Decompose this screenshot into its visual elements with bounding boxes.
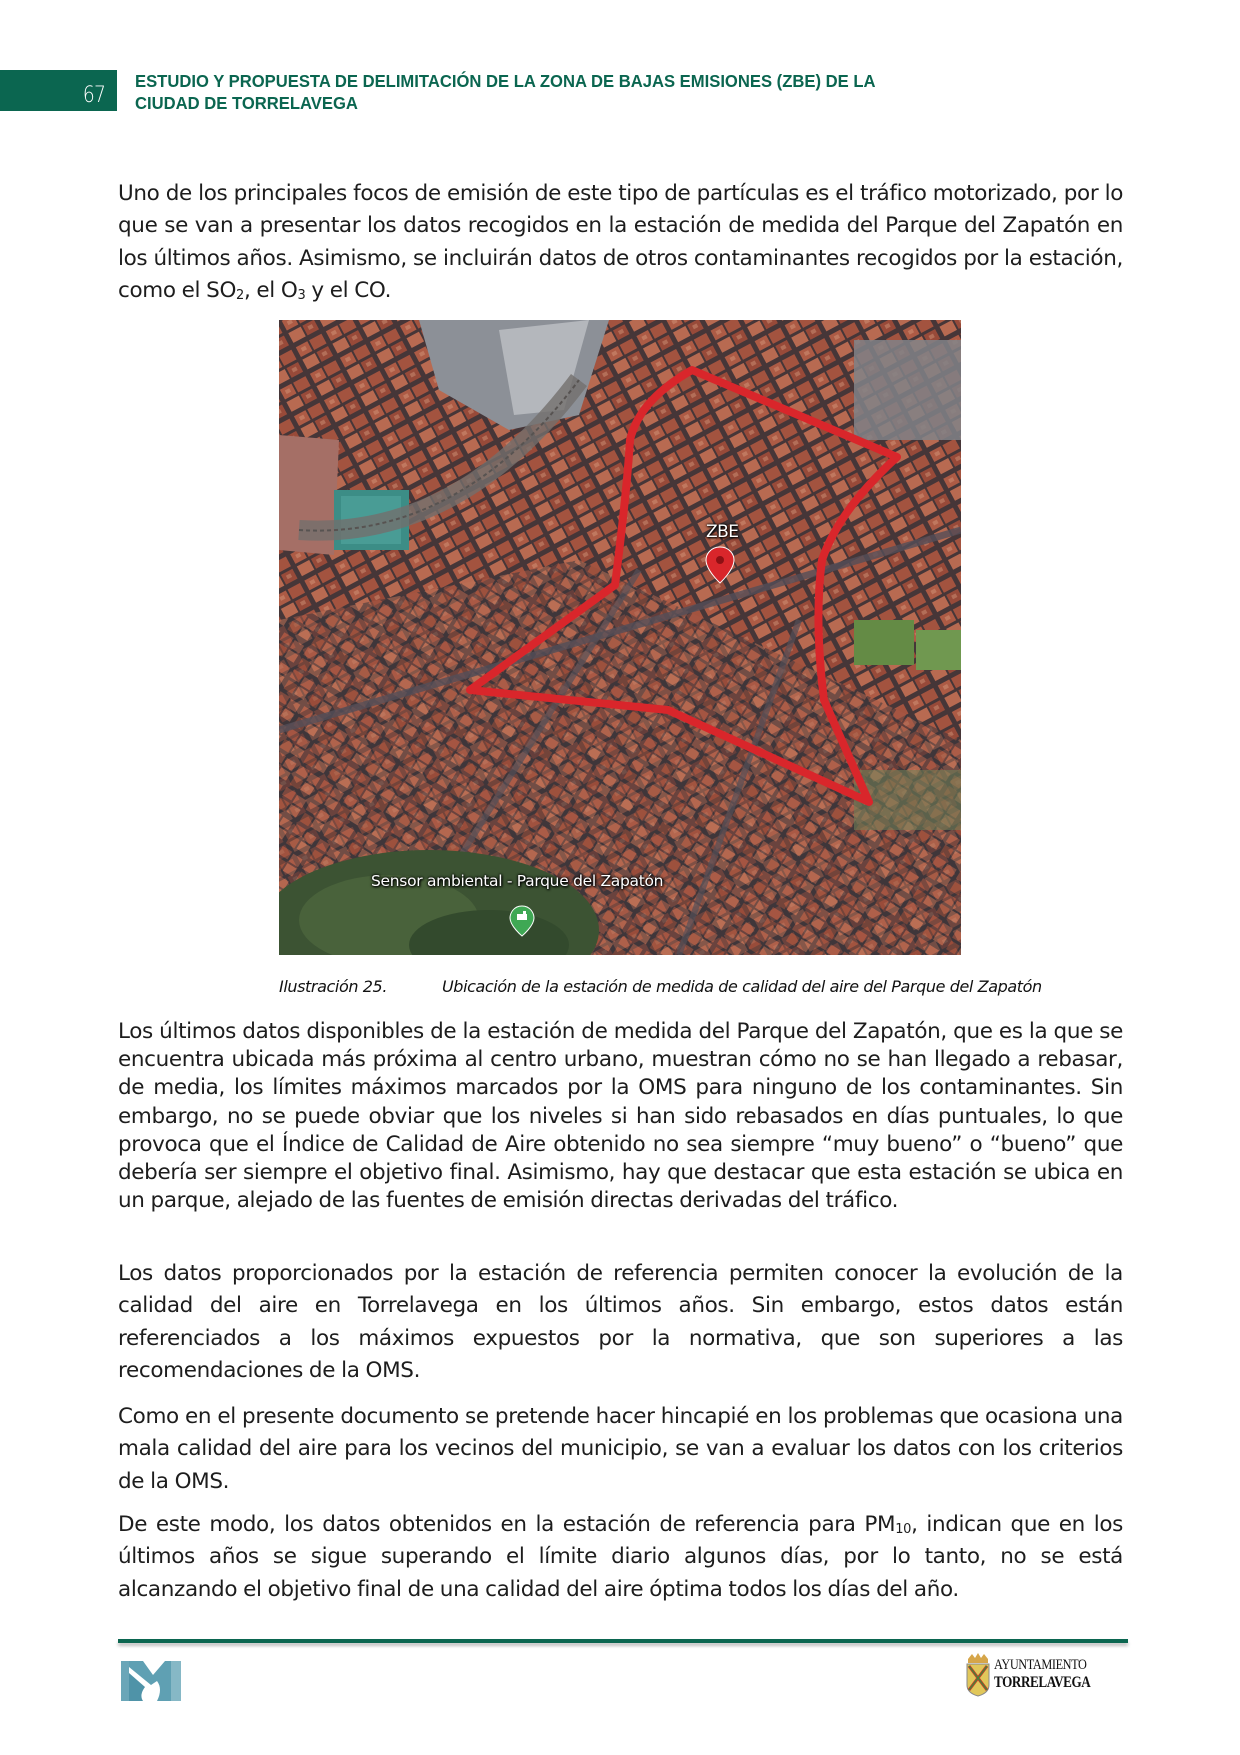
paragraph-station-data: Los últimos datos disponibles de la estación de medida del Parque del Zapatón, que es la que se encuentra ubicada más próxima al centro urbano, muestran cómo no se han llegado a rebasar, de media, los límites máximos marcados por la OMS para ninguno de los contaminantes. Sin embargo, no se puede obviar que los niveles si han sido rebasados en días puntuales, lo que provoca que el Índice de Calidad de Aire obtenido no sea siempre “muy bueno” o “bueno” que debería ser siempre el objetivo final. Asimismo, hay que destacar que esta estación se ubica en un parque, alejado de las fuentes de emisión directas derivadas del tráfico. [118,1019,1123,1214]
document-title-line-1: ESTUDIO Y PROPUESTA DE DELIMITACIÓN DE LA ZONA DE BAJAS EMISIONES (ZBE) DE LA [135,71,876,91]
paragraph-text: , el O [243,277,298,303]
paragraph-text: Uno de los principales focos de emisión de este tipo de partículas es el tráfico motorizado, por lo que se van a presentar los datos recogidos en la estación de medida del Parque del Zapatón en los últimos años. Asimismo, se incluirán datos de otros contaminantes recogidos por la estación, como el SO [118,181,1123,303]
aerial-map-figure [279,320,961,955]
page-number: 67 [82,83,105,108]
paragraph-oms-criteria: Como en el presente documento se pretende hacer hincapié en los problemas que ocasiona una mala calidad del aire para los vecinos del municipio, se van a evaluar los datos con los criterios de la OMS. [118,1404,1123,1494]
paragraph-text: De este modo, los datos obtenidos en la estación de referencia para PM [118,1512,896,1537]
ayuntamiento-logo-text [994,1656,1090,1692]
figure-caption-text: Ubicación de la estación de medida de calidad del aire del Parque del Zapatón [442,977,1042,996]
paragraph-text: y el CO. [305,277,392,303]
document-title-line-2: CIUDAD DE TORRELAVEGA [135,93,358,113]
logo-text-line-2: TORRELAVEGA [994,1674,1091,1691]
ayuntamiento-torrelavega-logo [964,1653,1114,1697]
consultancy-logo-icon [121,1661,181,1701]
logo-text-line-1: AYUNTAMIENTO [994,1657,1087,1673]
footer-divider [118,1639,1128,1643]
sensor-map-label: Sensor ambiental - Parque del Zapatón [371,872,664,890]
figure-caption [279,977,1179,996]
aerial-map-image [279,320,961,955]
document-title [135,70,914,114]
page-number-band [0,70,117,111]
paragraph-intro [118,178,1123,307]
subscript: 2 [236,287,244,303]
paragraph-reference-station: Los datos proporcionados por la estación de referencia permiten conocer la evolución de la calidad del aire en Torrelavega en los últimos años. Sin embargo, estos datos están referenciados a los máximos expuestos por la normativa, que son superiores a las recomendaciones de la OMS. [118,1261,1123,1383]
paragraph-text: , indican que en los últimos años se sigue superando el límite diario algunos días, por lo tanto, no se está alcanzando el objetivo final de una calidad del aire óptima todos los días del año. [118,1512,1123,1602]
subscript: 3 [297,287,306,303]
paragraph-pm10 [118,1509,1123,1606]
figure-caption-number: Ilustración 25. [279,977,388,996]
coat-of-arms-icon [964,1653,992,1697]
subscript: 10 [895,1522,912,1537]
zbe-map-label: ZBE [706,522,739,542]
